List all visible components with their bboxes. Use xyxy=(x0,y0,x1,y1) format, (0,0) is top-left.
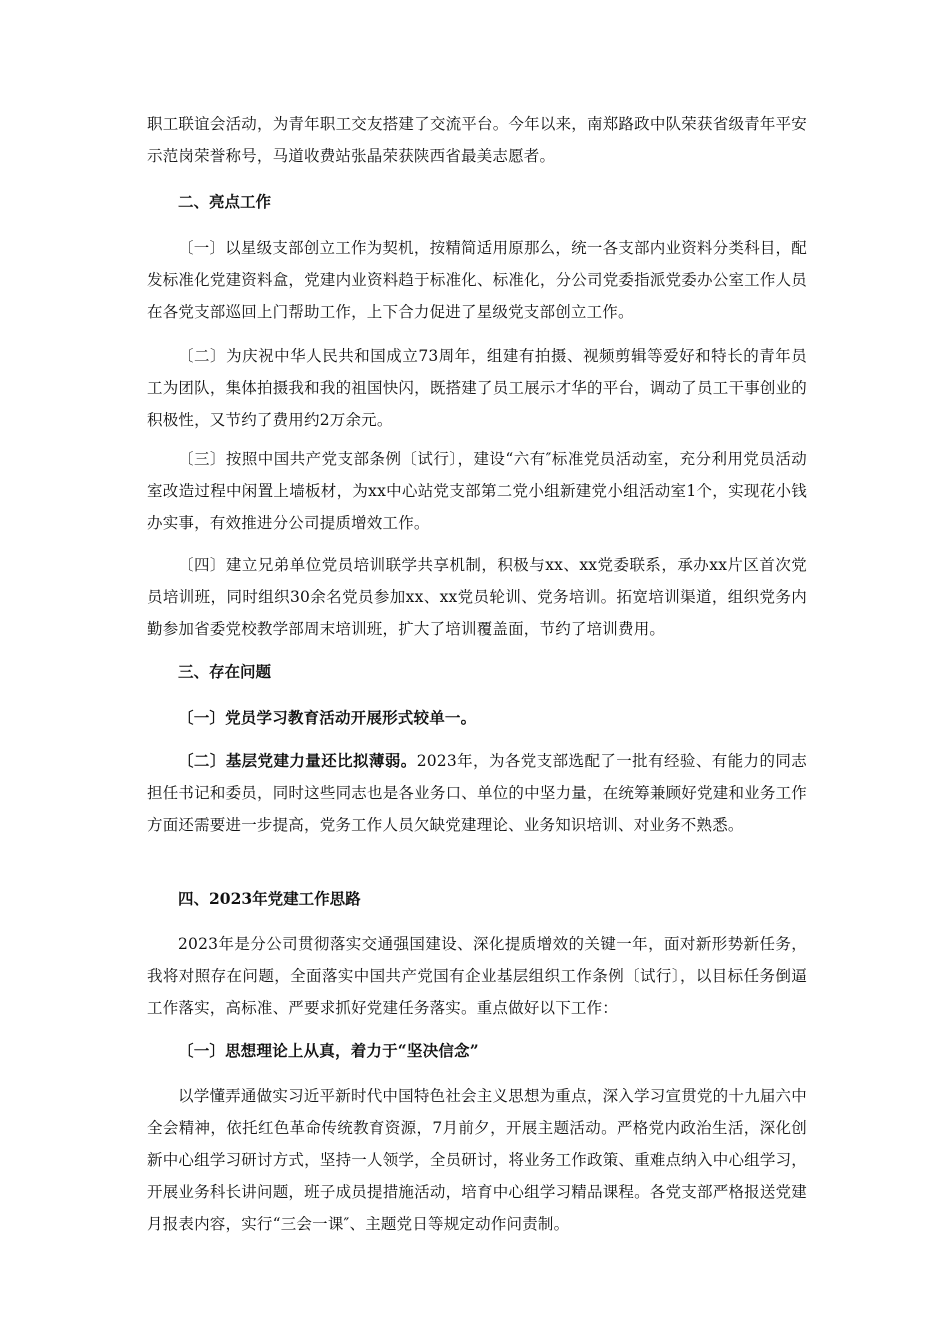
paragraph-highlight-2: 〔二〕为庆祝中华人民共和国成立73周年，组建有拍摄、视频剪辑等爱好和特长的青年员工为团队，集体拍摄我和我的祖国快闪，既搭建了员工展示才华的平台，调动了员工干事创业的积极性，又节约了费用约2万余元。 xyxy=(147,347,807,429)
paragraph-highlight-4: 〔四〕建立兄弟单位党员培训联学共享机制，积极与xx、xx党委联系，承办xx片区首次党员培训班，同时组织30余名党员参加xx、xx党员轮训、党务培训。拓宽培训渠道，组织党务内勤参加省委党校教学部周末培训班，扩大了培训覆盖面，节约了培训费用。 xyxy=(147,556,807,638)
problem-2-lead: 〔二〕基层党建力量还比拟薄弱。 xyxy=(178,751,417,770)
paragraph-highlight-1: 〔一〕以星级支部创立工作为契机，按精简适用原那么，统一各支部内业资料分类科目，配发标准化党建资料盒，党建内业资料趋于标准化、标准化，分公司党委指派党委办公室工作人员在各党支部巡回上门帮助工作，上下合力促进了星级党支部创立工作。 xyxy=(147,239,807,321)
section-heading-plan: 四、2023年党建工作思路 xyxy=(178,889,361,908)
paragraph-plan-1-body: 以学懂弄通做实习近平新时代中国特色社会主义思想为重点，深入学习宣贯党的十九届六中全会精神，依托红色革命传统教育资源，7月前夕，开展主题活动。严格党内政治生活，深化创新中心组学习研讨方式，坚持一人领学，全员研讨，将业务工作政策、重难点纳入中心组学习，开展业务科长讲问题，班子成员提措施活动，培育中心组学习精品课程。各党支部严格报送党建月报表内容，实行“三会一课″、主题党日等规定动作问责制。 xyxy=(147,1087,807,1233)
paragraph-highlight-3: 〔三〕按照中国共产党支部条例〔试行〕，建设“六有″标准党员活动室，充分利用党员活动室改造过程中闲置上墙板材，为xx中心站党支部第二党小组新建党小组活动室1个，实现花小钱办实事，有效推进分公司提质增效工作。 xyxy=(147,450,807,532)
paragraph-problem-2 xyxy=(147,745,807,841)
section-heading-problems: 三、存在问题 xyxy=(178,662,272,681)
paragraph-plan-1-title: 〔一〕思想理论上从真，着力于“坚决信念” xyxy=(178,1041,479,1060)
section-heading-highlights: 二、亮点工作 xyxy=(178,192,272,211)
paragraph-problem-1: 〔一〕党员学习教育活动开展形式较单一。 xyxy=(178,708,477,727)
paragraph-plan-intro: 2023年是分公司贯彻落实交通强国建设、深化提质增效的关键一年，面对新形势新任务，我将对照存在问题，全面落实中国共产党国有企业基层组织工作条例〔试行〕，以目标任务倒逼工作落实，高标准、严要求抓好党建任务落实。重点做好以下工作： xyxy=(147,935,807,1017)
paragraph-continuation: 职工联谊会活动，为青年职工交友搭建了交流平台。今年以来，南郑路政中队荣获省级青年平安示范岗荣誉称号，马道收费站张晶荣获陕西省最美志愿者。 xyxy=(147,115,807,165)
problem-2-body: 2023年，为各党支部选配了一批有经验、有能力的同志担任书记和委员，同时这些同志也是各业务口、单位的中坚力量，在统筹兼顾好党建和业务工作方面还需要进一步提高，党务工作人员欠缺党建理论、业务知识培训、对业务不熟悉。 xyxy=(147,752,807,834)
